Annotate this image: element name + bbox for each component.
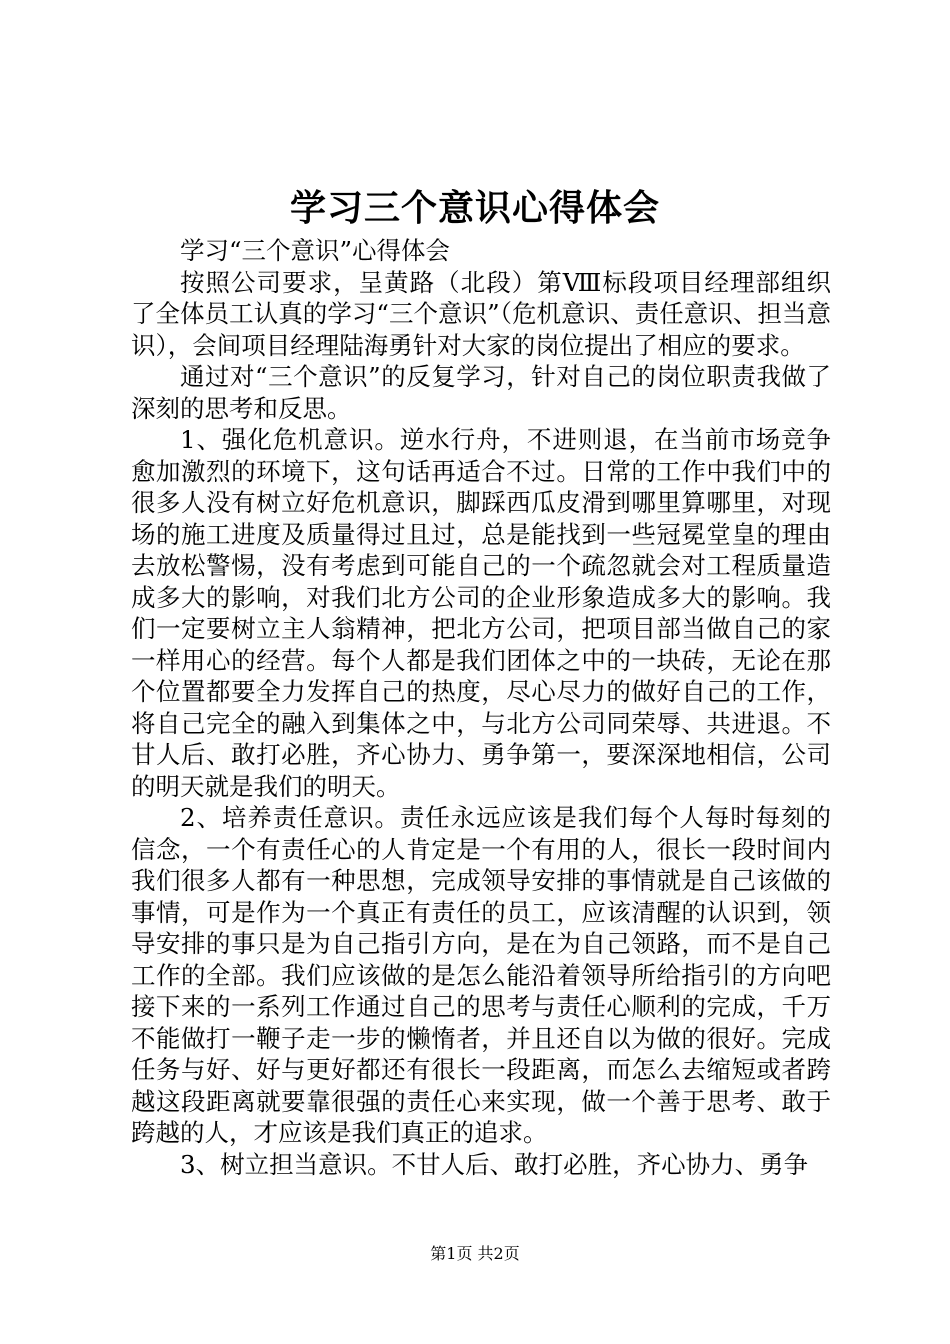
document-body (131, 235, 831, 1180)
document-title: 学习三个意识心得体会 (289, 187, 660, 229)
paragraph-responsibility-awareness: 2、培养责任意识。责任永远应该是我们每个人每时每刻的信念，一个有责任心的人肯定是一个有用的人，很长一段时间内我们很多人都有一种思想，完成领导安排的事情就是自己该做的事情，可是作为一个真正有责任的员工，应该清醒的认识到，领导安排的事只是为自己指引方向，是在为自己领路，而不是自己工作的全部。我们应该做的是怎么能沿着领导所给指引的方向吧接下来的一系列工作通过自己的思考与责任心顺利的完成，千万不能做打一鞭子走一步的懒惰者，并且还自以为做的很好。完成任务与好、好与更好都还有很长一段距离，而怎么去缩短或者跨越这段距离就要靠很强的责任心来实现，做一个善于思考、敢于跨越的人，才应该是我们真正的追求。 (131, 803, 831, 1147)
paragraph-commitment-awareness: 3、树立担当意识。不甘人后、敢打必胜，齐心协力、勇争 (180, 1149, 809, 1179)
page-footer: 第1页 共2页 (430, 1244, 520, 1263)
paragraph-subtitle: 学习“三个意识”心得体会 (180, 236, 451, 265)
paragraph-crisis-awareness: 1、强化危机意识。逆水行舟，不进则退，在当前市场竞争愈加激烈的环境下，这句话再适合不过。日常的工作中我们中的很多人没有树立好危机意识，脚踩西瓜皮滑到哪里算哪里，对现场的施工进度及质量得过且过，总是能找到一些冠冕堂皇的理由去放松警惕，没有考虑到可能自己的一个疏忽就会对工程质量造成多大的影响，对我们北方公司的企业形象造成多大的影响。我们一定要树立主人翁精神，把北方公司，把项目部当做自己的家一样用心的经营。每个人都是我们团体之中的一块砖，无论在那个位置都要全力发挥自己的热度，尽心尽力的做好自己的工作，将自己完全的融入到集体之中，与北方公司同荣辱、共进退。不甘人后、敢打必胜，齐心协力、勇争第一，要深深地相信，公司的明天就是我们的明天。 (131, 425, 831, 801)
paragraph-intro: 按照公司要求，呈黄路（北段）第Ⅷ标段项目经理部组织了全体员工认真的学习“三个意识”（危机意识、责任意识、担当意识），会间项目经理陆海勇针对大家的岗位提出了相应的要求。 (131, 267, 831, 360)
paragraph-reflection: 通过对“三个意识”的反复学习，针对自己的岗位职责我做了深刻的思考和反思。 (131, 362, 831, 423)
